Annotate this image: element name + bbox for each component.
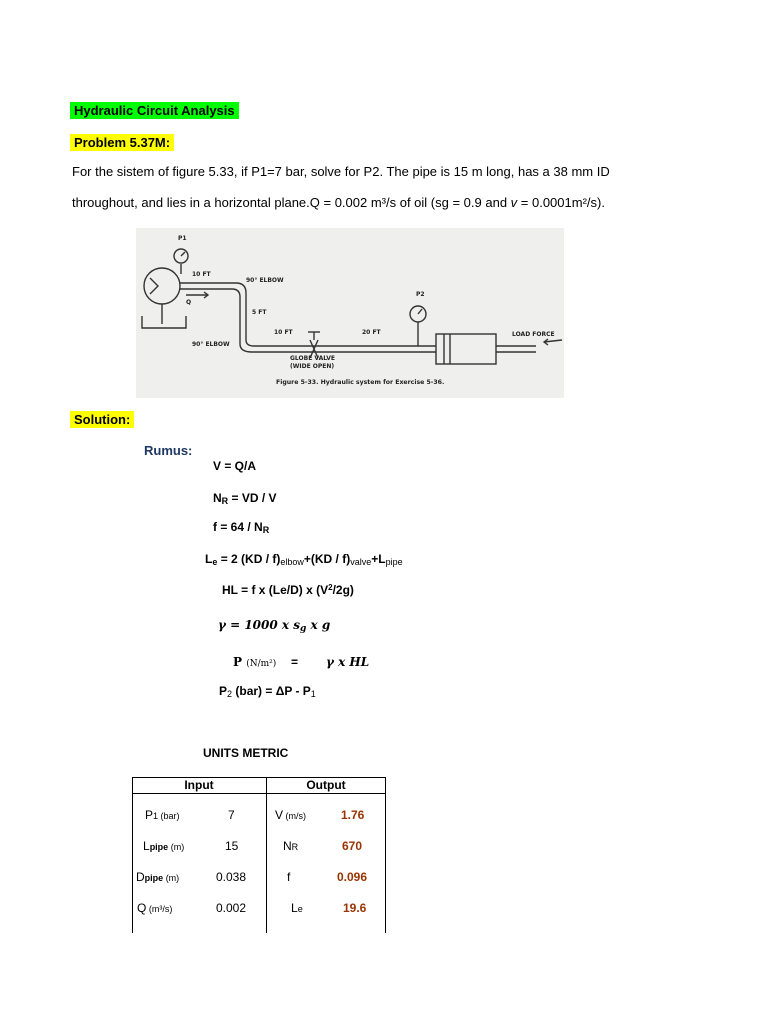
circuit-diagram <box>136 228 564 398</box>
label-globe-valve: GLOBE VALVE <box>290 355 336 362</box>
output-label: NR <box>283 839 299 853</box>
output-value: 0.096 <box>337 870 368 884</box>
label-elbow-top: 90° ELBOW <box>246 277 284 284</box>
table-header-border <box>132 793 386 794</box>
units-title: UNITS METRIC <box>203 746 289 760</box>
figure-caption: Figure 5-33. Hydraulic system for Exercise 5-36. <box>276 379 445 386</box>
label-10ft-top: 10 FT <box>192 271 211 278</box>
output-label: Le <box>291 901 303 915</box>
rumus-label: Rumus: <box>144 443 193 458</box>
problem-statement-line2: throughout, and lies in a horizontal plane.Q = 0.002 m³/s of oil (sg = 0.9 and v = 0.0001m²/s). <box>72 195 605 210</box>
input-value: 0.002 <box>216 901 247 915</box>
problem-label: Problem 5.37M: <box>70 134 174 151</box>
hydraulic-circuit-figure <box>136 228 564 398</box>
formula-pressure-rhs: γ x HL <box>326 655 370 669</box>
label-5ft: 5 FT <box>252 309 267 316</box>
label-p1: P1 <box>178 235 187 242</box>
cylinder-icon <box>436 334 496 364</box>
table-row <box>133 862 385 893</box>
formula-equivalent-length: $L_e = 2$ $(KD / f)_{elbow}+(KD / f)_{valve}+L_{pipe}$ <box>205 552 403 567</box>
table-right-border <box>385 777 386 933</box>
input-header: Input <box>184 778 214 792</box>
label-p2: P2 <box>416 291 425 298</box>
input-value: 7 <box>228 808 235 822</box>
input-value: 0.038 <box>216 870 247 884</box>
formula-pressure-equals: = <box>291 655 299 669</box>
label-wide-open: (WIDE OPEN) <box>290 363 335 370</box>
output-header: Output <box>306 778 346 792</box>
formula-velocity: V = Q/A <box>213 459 257 473</box>
label-elbow-bottom: 90° ELBOW <box>192 341 230 348</box>
output-value: 19.6 <box>343 901 367 915</box>
solution-label: Solution: <box>70 411 134 428</box>
formula-reynolds: $N_R$ = VD / V <box>213 491 277 506</box>
formula-head-loss: HL = f x (Le/D) x $(V^2/2g)$ <box>222 583 354 597</box>
formula-pressure: P (N/m²) <box>233 655 277 669</box>
input-label: Lpipe (m) <box>143 839 185 853</box>
input-label: Q (m³/s) <box>137 901 173 915</box>
output-value: 670 <box>342 839 363 853</box>
formula-p2: $P_2$ $(bar) = \Delta P - P_1$ <box>219 684 316 699</box>
table-row <box>133 831 385 862</box>
units-table-body <box>133 800 385 924</box>
input-label: Dpipe (m) <box>136 870 180 884</box>
label-q: Q <box>186 299 192 306</box>
table-row <box>133 893 385 924</box>
label-load-force: LOAD FORCE <box>512 331 555 338</box>
table-row <box>133 800 385 831</box>
output-value: 1.76 <box>341 808 365 822</box>
label-10ft-bottom: 10 FT <box>274 329 293 336</box>
formula-specific-weight: γ = 1000 x $s_g$ x g <box>218 618 331 634</box>
output-label: V (m/s) <box>275 808 307 822</box>
formula-friction: $f = 64 / N_R$ <box>213 520 270 535</box>
output-label: f <box>287 870 291 884</box>
document-title: Hydraulic Circuit Analysis <box>70 102 239 119</box>
reservoir-icon <box>142 316 186 328</box>
input-value: 15 <box>225 839 239 853</box>
label-20ft: 20 FT <box>362 329 381 336</box>
pump-icon <box>144 268 180 304</box>
input-label: P1 (bar) <box>145 808 180 822</box>
problem-statement-line1: For the sistem of figure 5.33, if P1=7 bar, solve for P2. The pipe is 15 m long, has a 38 mm ID <box>72 164 610 179</box>
